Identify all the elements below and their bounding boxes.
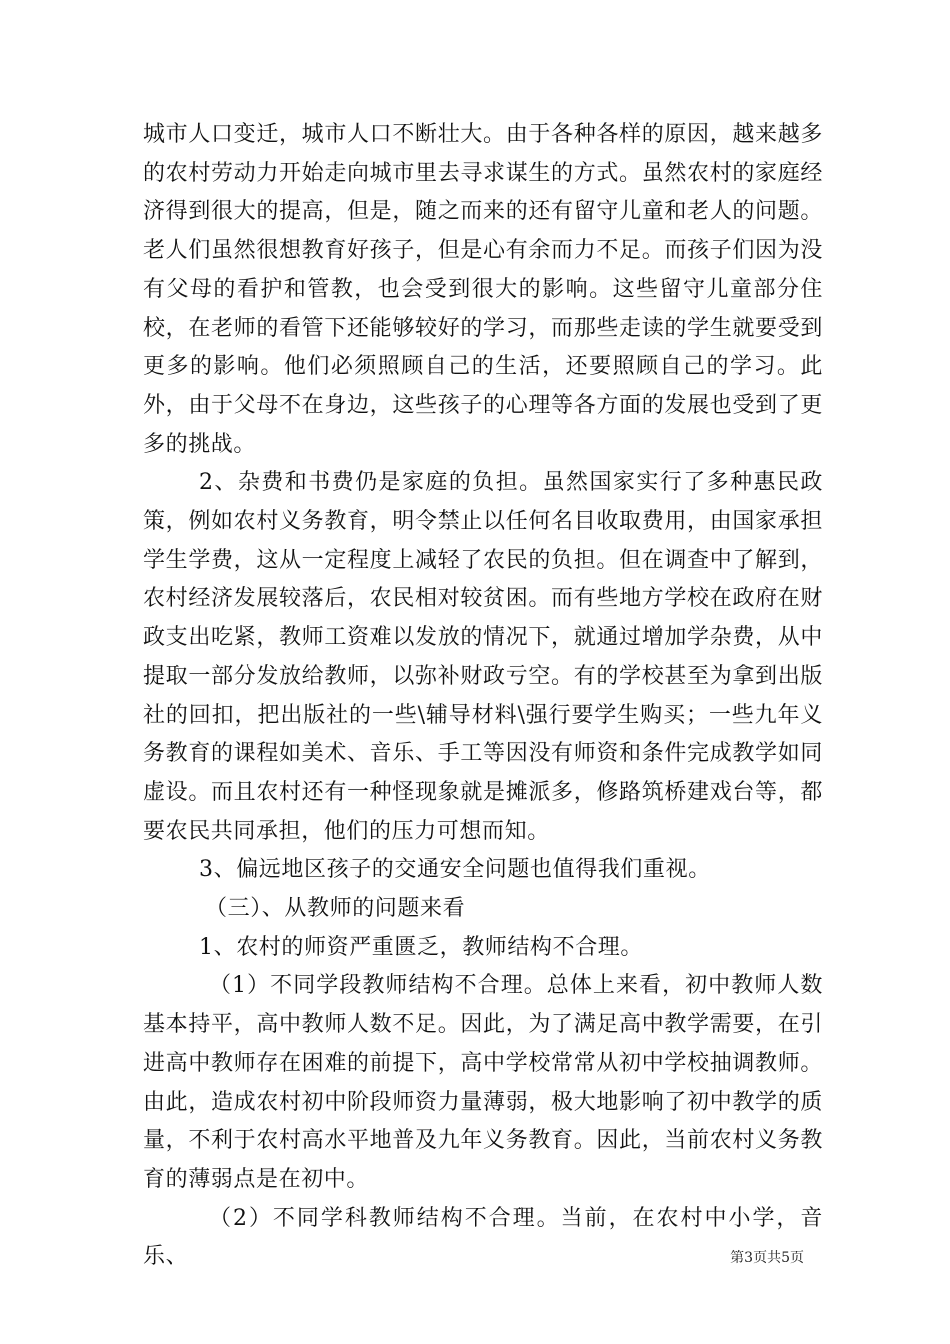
paragraph-subject-structure: （2）不同学科教师结构不合理。当前，在农村中小学，音乐、 (143, 1205, 823, 1270)
body-text (143, 116, 823, 1277)
section-heading-teachers: （三）、从教师的问题来看 (205, 896, 466, 922)
paragraph-fees-burden: 2、杂费和书费仍是家庭的负担。虽然国家实行了多种惠民政策，例如农村义务教育，明令禁止以任何名目收取费用，由国家承担学生学费，这从一定程度上减轻了农民的负担。但在调查中了解到，农村经济发展较落后，农民相对较贫困。而有些地方学校在政府在财政支出吃紧，教师工资难以发放的情况下，就通过增加学杂费，从中提取一部分发放给教师，以弥补财政亏空。有的学校甚至为拿到出版社的回扣，把出版社的一些\辅导材料\强行要学生购买；一些九年义务教育的课程如美术、音乐、手工等因没有师资和条件完成教学如同虚设。而且农村还有一种怪现象就是摊派多，修路筑桥建戏台等，都要农民共同承担，他们的压力可想而知。 (143, 470, 823, 844)
paragraph-teacher-shortage: 1、农村的师资严重匮乏，教师结构不合理。 (199, 934, 643, 960)
paragraph-traffic-safety: 3、偏远地区孩子的交通安全问题也值得我们重视。 (199, 857, 711, 883)
paragraph-population-change: 城市人口变迁，城市人口不断壮大。由于各种各样的原因，越来越多的农村劳动力开始走向城市里去寻求谋生的方式。虽然农村的家庭经济得到很大的提高，但是，随之而来的还有留守儿童和老人的问题。老人们虽然很想教育好孩子，但是心有余而力不足。而孩子们因为没有父母的看护和管教，也会受到很大的影响。这些留守儿童部分住校，在老师的看管下还能够较好的学习，而那些走读的学生就要受到更多的影响。他们必须照顾自己的生活，还要照顾自己的学习。此外，由于父母不在身边，这些孩子的心理等各方面的发展也受到了更多的挑战。 (143, 122, 823, 457)
paragraph-stage-structure: （1）不同学段教师结构不合理。总体上来看，初中教师人数基本持平，高中教师人数不足。因此，为了满足高中教学需要，在引进高中教师存在困难的前提下，高中学校常常从初中学校抽调教师。由此，造成农村初中阶段师资力量薄弱，极大地影响了初中教学的质量，不利于农村高水平地普及九年义务教育。因此，当前农村义务教育的薄弱点是在初中。 (143, 973, 823, 1192)
page-number: 第3页共5页 (730, 1250, 804, 1266)
